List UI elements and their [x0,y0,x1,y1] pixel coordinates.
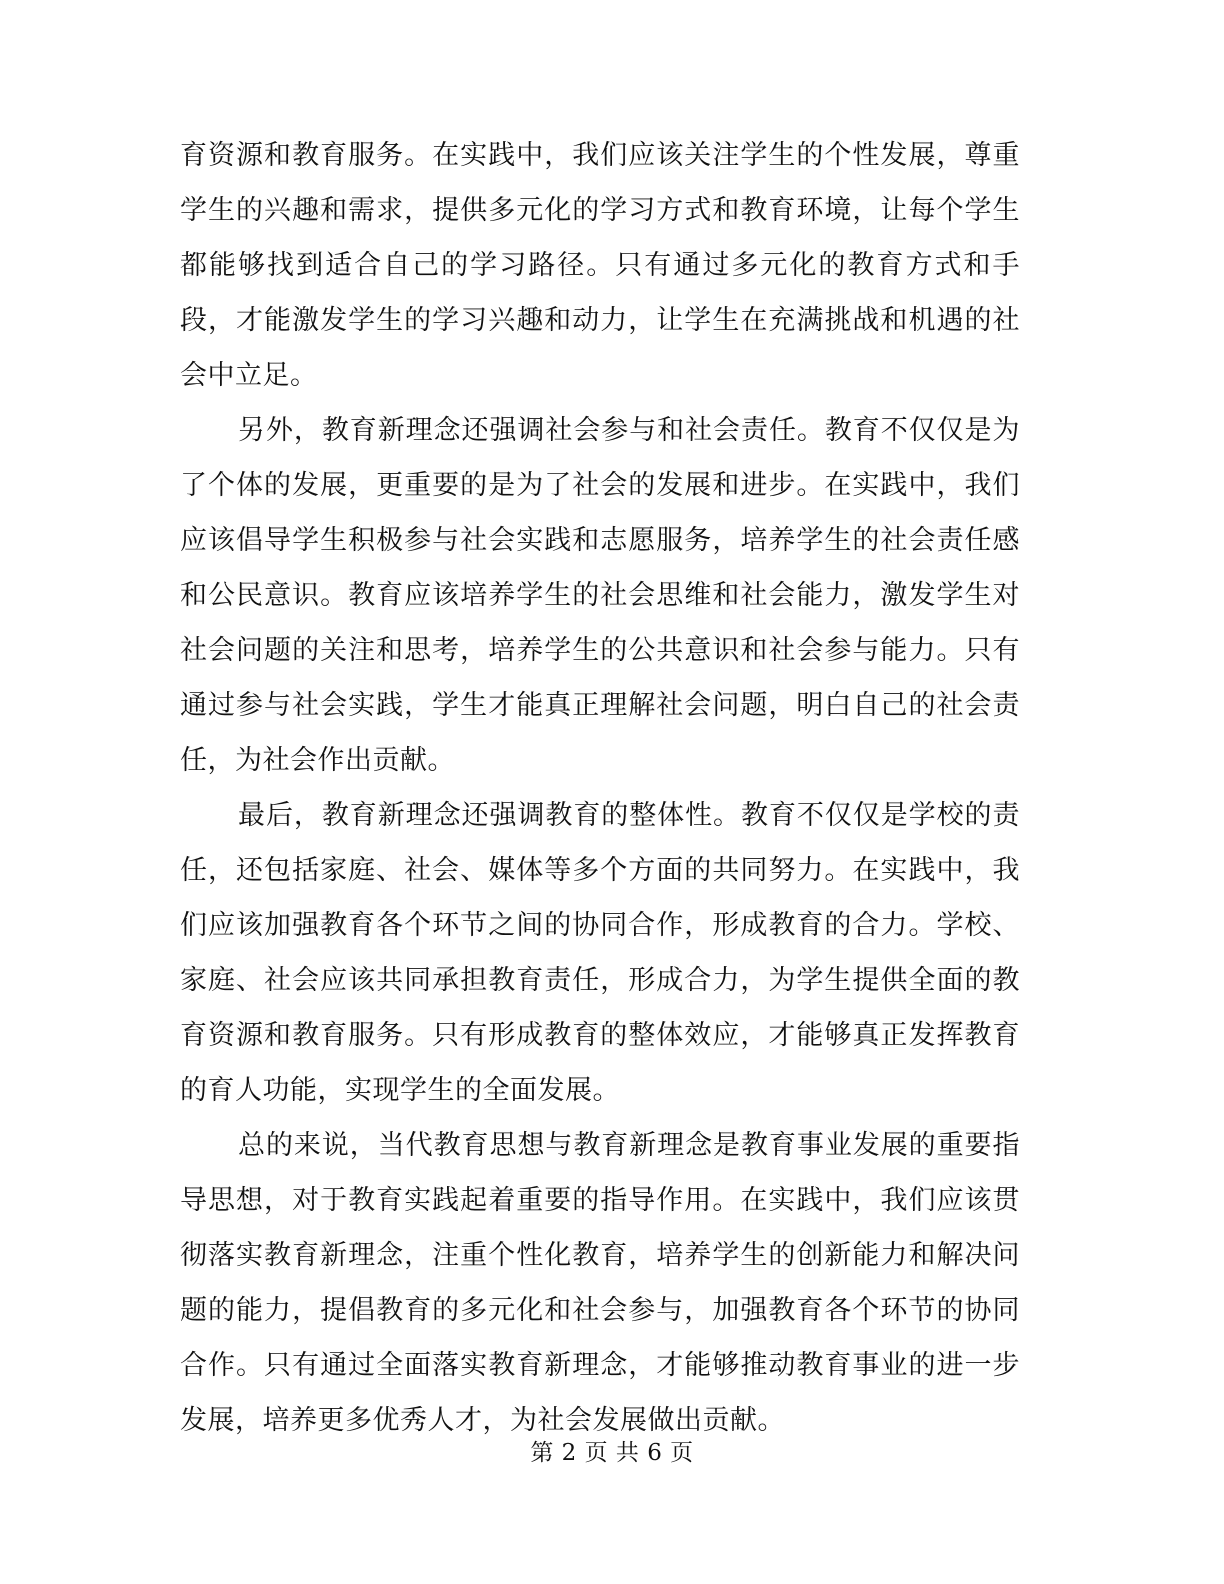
page-number-footer: 第 2 页 共 6 页 [530,1440,694,1466]
paragraph-2: 另外，教育新理念还强调社会参与和社会责任。教育不仅仅是为了个体的发展，更重要的是为了社会的发展和进步。在实践中，我们应该倡导学生积极参与社会实践和志愿服务，培养学生的社会责任感和公民意识。教育应该培养学生的社会思维和社会能力，激发学生对社会问题的关注和思考，培养学生的公共意识和社会参与能力。只有通过参与社会实践，学生才能真正理解社会问题，明白自己的社会责任，为社会作出贡献。 [180,415,1020,776]
paragraph-4: 总的来说，当代教育思想与教育新理念是教育事业发展的重要指导思想，对于教育实践起着重要的指导作用。在实践中，我们应该贯彻落实教育新理念，注重个性化教育，培养学生的创新能力和解决问题的能力，提倡教育的多元化和社会参与，加强教育各个环节的协同合作。只有通过全面落实教育新理念，才能够推动教育事业的进一步发展，培养更多优秀人才，为社会发展做出贡献。 [180,1130,1020,1436]
paragraph-1: 育资源和教育服务。在实践中，我们应该关注学生的个性发展，尊重学生的兴趣和需求，提供多元化的学习方式和教育环境，让每个学生都能够找到适合自己的学习路径。只有通过多元化的教育方式和手段，才能激发学生的学习兴趣和动力，让学生在充满挑战和机遇的社会中立足。 [180,140,1020,391]
paragraph-3: 最后，教育新理念还强调教育的整体性。教育不仅仅是学校的责任，还包括家庭、社会、媒体等多个方面的共同努力。在实践中，我们应该加强教育各个环节之间的协同合作，形成教育的合力。学校、家庭、社会应该共同承担教育责任，形成合力，为学生提供全面的教育资源和教育服务。只有形成教育的整体效应，才能够真正发挥教育的育人功能，实现学生的全面发展。 [180,800,1020,1106]
document-body [180,128,1020,1448]
